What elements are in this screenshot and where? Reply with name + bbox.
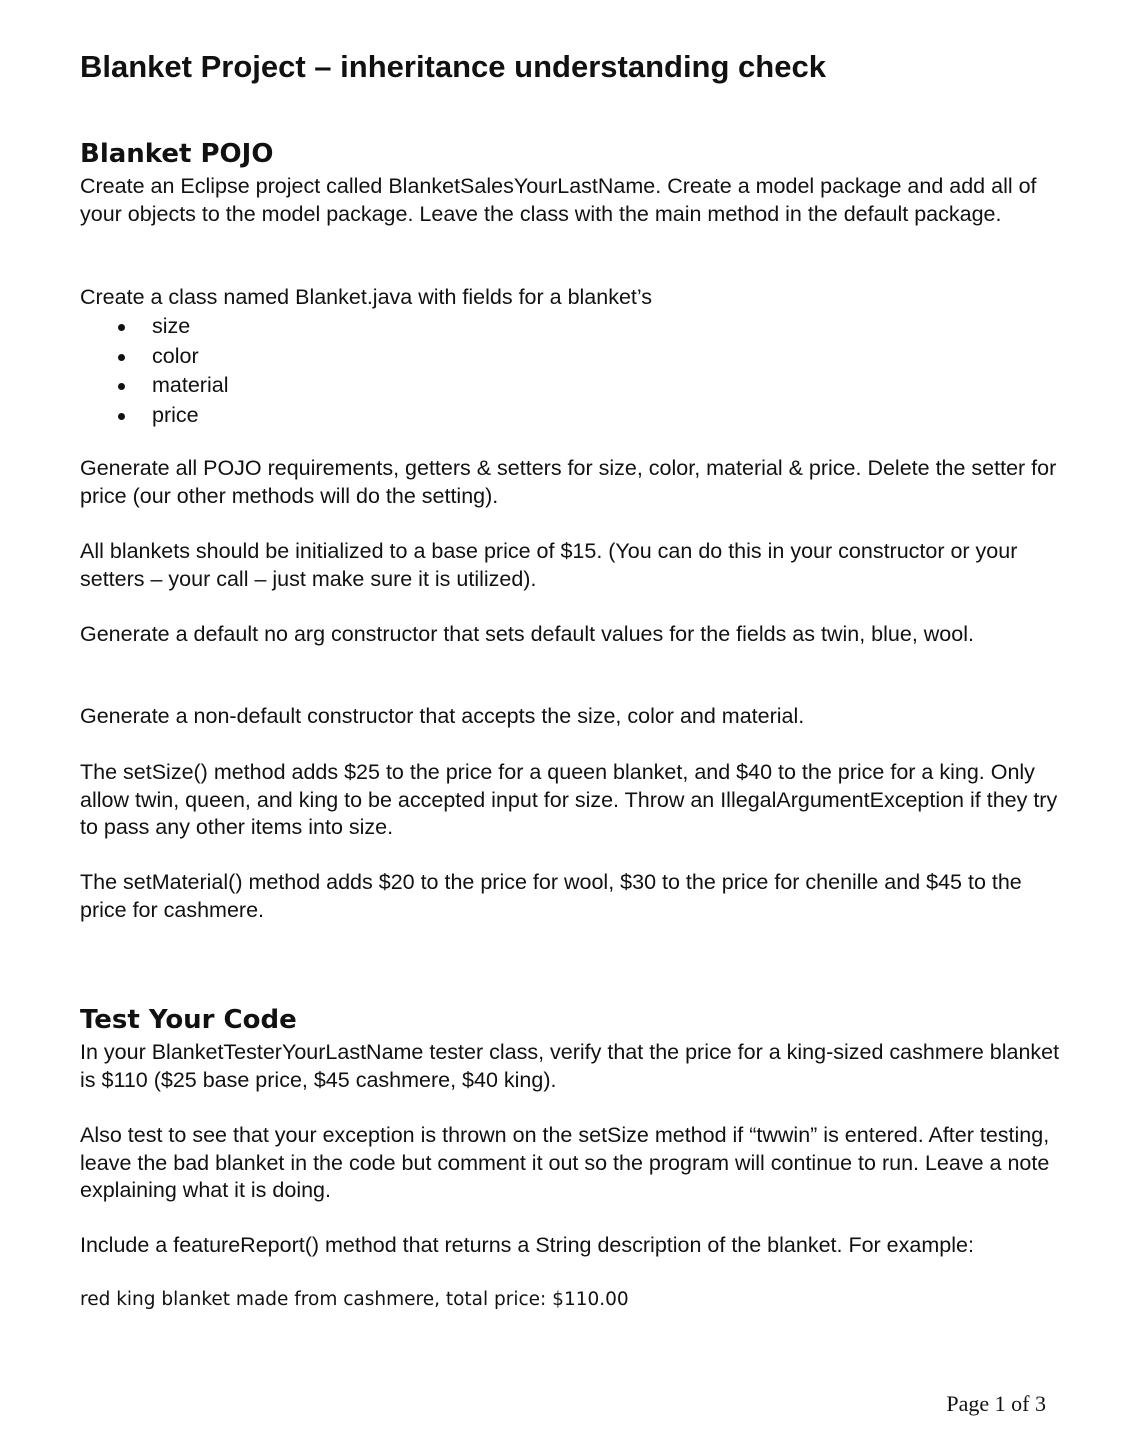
- page-number: Page 1 of 3: [946, 1391, 1046, 1416]
- paragraph-verify-price: In your BlanketTesterYourLastName tester class, verify that the price for a king-sized cashmere blanket is $110 ($25 base price, $45 cashmere, $40 king).: [80, 1040, 1060, 1092]
- example-output-text: red king blanket made from cashmere, total price: $110.00: [80, 1289, 629, 1310]
- field-list: [80, 312, 228, 430]
- paragraph-non-default-constructor: Generate a non-default constructor that accepts the size, color and material.: [80, 704, 805, 728]
- paragraph-base-price: All blankets should be initialized to a base price of $15. (You can do this in your constructor or your setters – your call – just make sure it is utilized).: [80, 539, 1018, 591]
- paragraph-default-constructor: Generate a default no arg constructor that sets default values for the fields as twin, blue, wool.: [80, 622, 974, 646]
- bullet-icon: [118, 354, 125, 361]
- bullet-icon: [118, 413, 125, 420]
- list-item-label: size: [152, 314, 191, 338]
- list-item-label: color: [152, 343, 199, 368]
- document-title: Blanket Project – inheritance understanding check: [80, 49, 826, 84]
- bullet-icon: [118, 383, 125, 390]
- list-item-label: material: [152, 373, 229, 397]
- bullet-icon: [118, 324, 125, 331]
- list-item: [80, 342, 228, 372]
- list-item: [80, 312, 228, 342]
- paragraph-set-size: The setSize() method adds $25 to the price for a queen blanket, and $40 to the price for a king. Only allow twin, queen, and king to be accepted input for size. Throw an IllegalArgumentException if they try to pass any other items into size.: [80, 760, 1058, 840]
- section-heading-blanket-pojo: Blanket POJO: [80, 139, 274, 169]
- document-page: [80, 0, 1060, 1453]
- section-heading-test-your-code: Test Your Code: [80, 1005, 297, 1035]
- paragraph-getters-setters: Generate all POJO requirements, getters & setters for size, color, material & price. Delete the setter for price (our other methods will do the setting).: [80, 456, 1057, 508]
- paragraph-set-material: The setMaterial() method adds $20 to the price for wool, $30 to the price for chenille and $45 to the price for cashmere.: [80, 870, 1022, 922]
- paragraph-feature-report: Include a featureReport() method that returns a String description of the blanket. For example:: [80, 1233, 974, 1257]
- paragraph-project-setup: Create an Eclipse project called BlanketSalesYourLastName. Create a model package and add all of your objects to the model package. Leave the class with the main method in the default package.: [80, 174, 1037, 226]
- list-item: [80, 401, 228, 431]
- paragraph-exception-test: Also test to see that your exception is thrown on the setSize method if “twwin” is entered. After testing, leave the bad blanket in the code but comment it out so the program will continue to run. Leave a note explaining what it is doing.: [80, 1123, 1050, 1203]
- list-item-label: price: [152, 402, 199, 427]
- list-item: [80, 371, 228, 401]
- paragraph-class-intro: Create a class named Blanket.java with fields for a blanket’s: [80, 285, 653, 309]
